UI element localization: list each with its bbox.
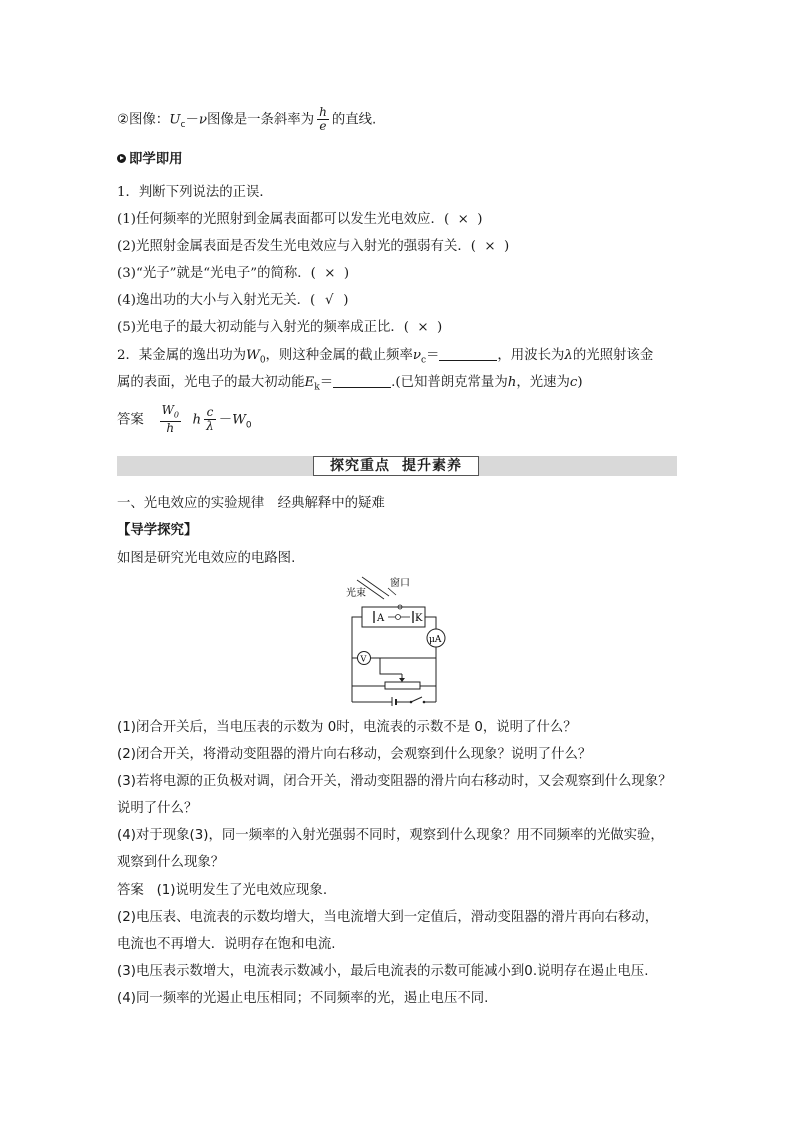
slope-fraction: $\frac{h}{e}$: [319, 105, 327, 133]
question-2-line-1: 2．某金属的逸出功为$W_0$，则这种金属的截止频率$\nu_c=$ ，用波长为λ的光照射该金: [117, 348, 654, 366]
ammeter-label: μA: [429, 635, 442, 645]
circuit-diagram: [340, 574, 460, 706]
graph-description: ②图像：$U_c-\nu$图像是一条斜率为 $\frac{h}{e}$ 的直线.: [117, 105, 377, 133]
judgement-item: (3)“光子”就是“光电子”的简称．( × ): [117, 266, 350, 281]
question-text: 说明了什么？: [117, 801, 198, 816]
answer-blank[interactable]: [333, 374, 391, 388]
question-2-line-2: 属的表面，光电子的最大初动能$E_k=$ .(已知普朗克常量为h，光速为c): [117, 375, 583, 393]
judgement-item: (4)逸出功的大小与入射光无关．( √ ): [117, 293, 349, 308]
intro-text: 如图是研究光电效应的电路图.: [117, 551, 296, 566]
sub-heading: 一、光电效应的实验规律 经典解释中的疑难: [117, 496, 385, 511]
cathode-label: K: [415, 613, 423, 624]
rheostat: [385, 682, 420, 689]
question-text: (1)闭合开关后，当电压表的示数为 0时，电流表的示数不是 0，说明了什么？: [117, 720, 577, 735]
answer-blank[interactable]: [439, 347, 497, 361]
answer-2-line: (4)同一频率的光遏止电压相同；不同频率的光，遏止电压不同.: [117, 991, 489, 1006]
answer-fraction: $\frac{c}{\lambda}$: [206, 405, 214, 434]
answer-2-line: (2)电压表、电流表的示数均增大，当电流增大到一定值后，滑动变阻器的滑片再向右移动，: [117, 910, 659, 925]
question-text: (4)对于现象(3)，同一频率的入射光强弱不同时，观察到什么现象？用不同频率的光做实验，: [117, 828, 664, 843]
rheostat-slider: [399, 678, 405, 682]
voltmeter-label: V: [360, 654, 367, 664]
beam-label: 光束: [346, 588, 366, 599]
judgement-item: (1)任何频率的光照射到金属表面都可以发生光电效应．( × ): [117, 212, 483, 227]
switch-lever: [411, 697, 422, 702]
anode-label: A: [377, 613, 385, 624]
answer-1: 答案 $\frac{W_0}{h}$ h $\frac{c}{\lambda}$ $-W_0$: [117, 403, 252, 436]
play-circle-icon: [117, 154, 126, 163]
guide-label: 【导学探究】: [117, 523, 198, 538]
switch-contact: [423, 701, 426, 704]
practice-heading: 即学即用: [117, 150, 183, 170]
question-text: (2)闭合开关，将滑动变阻器的滑片向右移动，会观察到什么现象？说明了什么？: [117, 747, 592, 762]
question-text: (3)若将电源的正负极对调，闭合开关，滑动变阻器的滑片向右移动时，又会观察到什么现象？: [117, 774, 672, 789]
answer-2-line: (3)电压表示数增大，电流表示数减小，最后电流表的示数可能减小到0.说明存在遏止电压.: [117, 964, 649, 979]
judgement-item: (2)光照射金属表面是否发生光电效应与入射光的强弱有关．( × ): [117, 239, 510, 254]
answer-2-line: 答案 (1)说明发生了光电效应现象.: [117, 883, 328, 898]
section-title: 探究重点 提升素养: [313, 456, 479, 476]
question-text: 观察到什么现象？: [117, 855, 225, 870]
question-1-title: 1．判断下列说法的正误．: [117, 185, 273, 200]
judgement-item: (5)光电子的最大初动能与入射光的频率成正比．( × ): [117, 320, 443, 335]
answer-2-line: 电流也不再增大．说明存在饱和电流.: [117, 937, 336, 952]
answer-fraction: $\frac{W_0}{h}$: [161, 403, 179, 436]
window-label: 窗口: [390, 578, 410, 589]
